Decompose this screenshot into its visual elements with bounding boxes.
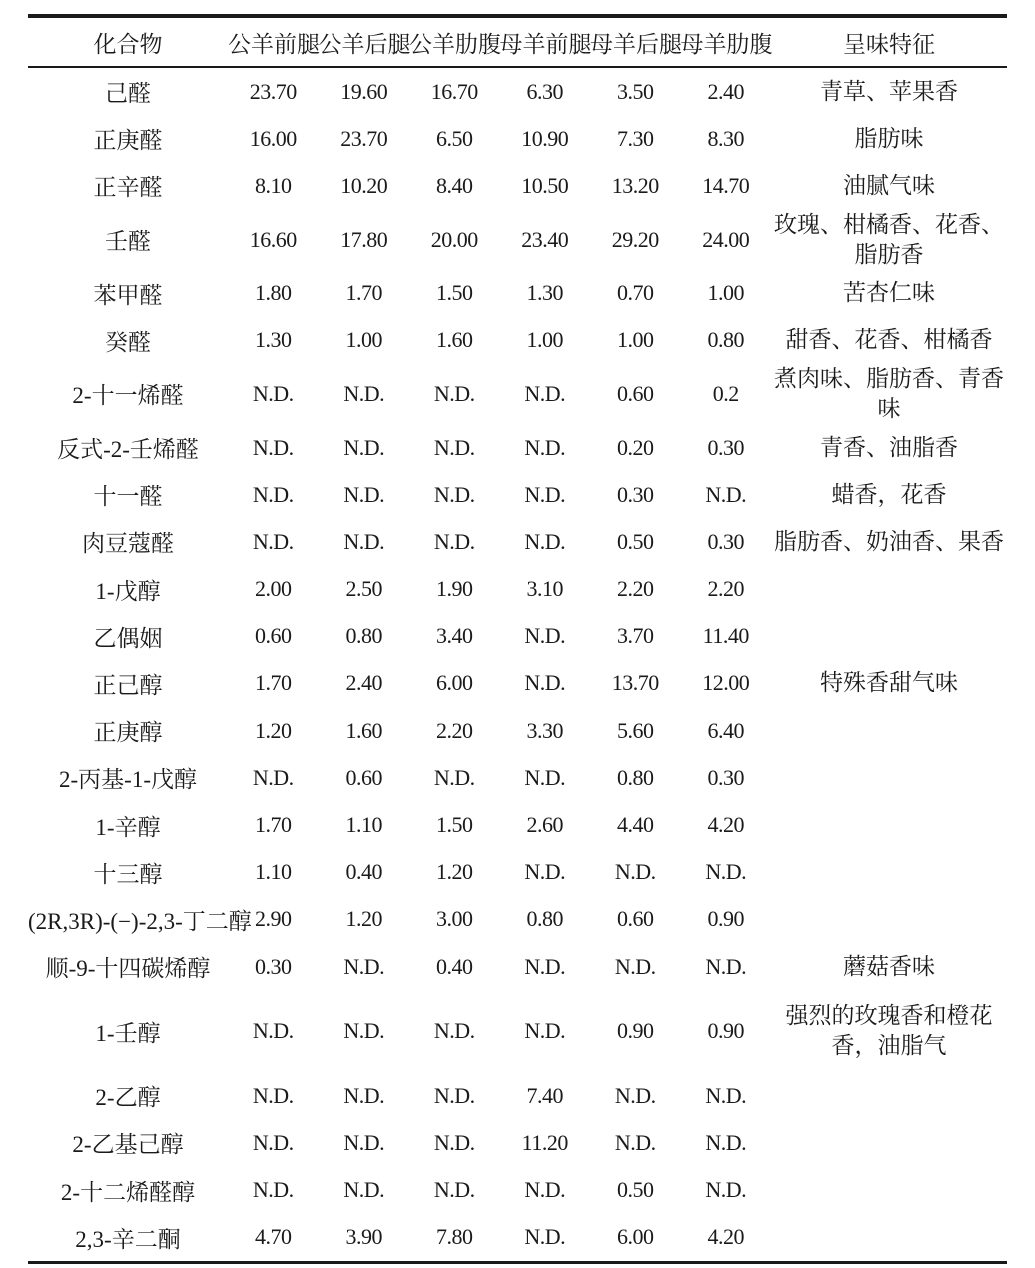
value-cell: 4.20: [707, 1224, 744, 1250]
flavor-cell: [771, 1167, 1007, 1214]
value-cell: 2.60: [526, 812, 563, 838]
flavor-cell: 油腻气味: [843, 172, 935, 198]
value-cell: 2.00: [255, 576, 292, 602]
value-cell: N.D.: [433, 764, 475, 790]
value-cell: 1.50: [436, 280, 473, 306]
table-row: [28, 364, 1007, 424]
compound-cell: 苯甲醛: [93, 282, 163, 308]
value-cell: 0.20: [617, 434, 654, 460]
value-cell: N.D.: [524, 623, 566, 649]
table-header: [28, 16, 1007, 67]
flavor-cell: [771, 801, 1007, 848]
value-cell: N.D.: [252, 1018, 294, 1044]
value-cell: 3.90: [345, 1224, 382, 1250]
value-cell: 0.80: [526, 906, 563, 932]
table-body: [28, 67, 1007, 1262]
value-cell: N.D.: [343, 1177, 385, 1203]
column-header-2: 公羊后腿: [318, 31, 411, 58]
value-cell: N.D.: [524, 481, 566, 507]
table-row: [28, 115, 1007, 162]
value-cell: 0.50: [617, 1177, 654, 1203]
compound-cell: 1-戊醇: [95, 578, 161, 604]
value-cell: 2.50: [345, 576, 382, 602]
value-cell: 13.20: [611, 172, 659, 198]
value-cell: 0.30: [617, 481, 654, 507]
table-row: [28, 754, 1007, 801]
value-cell: 0.80: [345, 623, 382, 649]
value-cell: N.D.: [343, 1129, 385, 1155]
value-cell: 0.90: [707, 1018, 744, 1044]
value-cell: N.D.: [252, 1082, 294, 1108]
value-cell: N.D.: [705, 1177, 747, 1203]
value-cell: 11.40: [702, 623, 749, 649]
value-cell: 8.30: [707, 125, 744, 151]
value-cell: 0.30: [707, 434, 744, 460]
value-cell: 0.90: [707, 906, 744, 932]
compound-cell: 正庚醛: [93, 128, 163, 154]
compound-cell: 2-十一烯醛: [72, 383, 184, 409]
flavor-cell: [771, 707, 1007, 754]
value-cell: N.D.: [343, 953, 385, 979]
value-cell: N.D.: [433, 528, 475, 554]
compound-cell: 1-辛醇: [95, 814, 161, 840]
value-cell: 1.90: [436, 576, 473, 602]
table-row: [28, 1167, 1007, 1214]
value-cell: 2.20: [617, 576, 654, 602]
value-cell: 4.70: [255, 1224, 292, 1250]
flavor-cell: 蜡香，花香: [831, 481, 947, 507]
value-cell: 1.70: [255, 812, 292, 838]
compound-cell: 壬醛: [105, 229, 151, 255]
value-cell: N.D.: [252, 481, 294, 507]
value-cell: 16.00: [249, 125, 297, 151]
value-cell: N.D.: [705, 1082, 747, 1108]
flavor-cell: 甜香、花香、柑橘香: [785, 327, 993, 353]
value-cell: N.D.: [524, 1177, 566, 1203]
compound-cell: 乙偶姻: [93, 625, 163, 651]
value-cell: 17.80: [340, 226, 388, 252]
value-cell: N.D.: [252, 764, 294, 790]
value-cell: 3.70: [617, 623, 654, 649]
value-cell: 11.20: [521, 1129, 568, 1155]
value-cell: 1.20: [345, 906, 382, 932]
flavor-cell: [771, 613, 1007, 660]
value-cell: 6.00: [617, 1224, 654, 1250]
value-cell: 1.00: [707, 280, 744, 306]
value-cell: 3.00: [436, 906, 473, 932]
value-cell: N.D.: [433, 1177, 475, 1203]
value-cell: 4.20: [707, 812, 744, 838]
value-cell: 6.50: [436, 125, 473, 151]
value-cell: 2.20: [707, 576, 744, 602]
value-cell: N.D.: [343, 1018, 385, 1044]
value-cell: 2.40: [707, 78, 744, 104]
value-cell: 1.00: [345, 327, 382, 353]
table-row: [28, 210, 1007, 270]
table-row: [28, 801, 1007, 848]
value-cell: 1.60: [436, 327, 473, 353]
table-row: [28, 896, 1007, 943]
value-cell: 23.70: [340, 125, 388, 151]
value-cell: N.D.: [614, 953, 656, 979]
value-cell: 1.00: [526, 327, 563, 353]
value-cell: 1.30: [526, 280, 563, 306]
value-cell: N.D.: [705, 1129, 747, 1155]
value-cell: 1.50: [436, 812, 473, 838]
value-cell: N.D.: [705, 481, 747, 507]
value-cell: N.D.: [252, 380, 294, 406]
value-cell: N.D.: [524, 434, 566, 460]
value-cell: N.D.: [252, 1129, 294, 1155]
compound-cell: 正辛醛: [93, 175, 163, 201]
value-cell: 0.60: [345, 764, 382, 790]
value-cell: 12.00: [702, 670, 750, 696]
compound-cell: (2R,3R)-(−)-2,3-丁二醇: [28, 908, 252, 934]
value-cell: 0.50: [617, 528, 654, 554]
table-row: [28, 162, 1007, 209]
table-row: [28, 613, 1007, 660]
value-cell: N.D.: [433, 380, 475, 406]
table-row: [28, 1214, 1007, 1263]
value-cell: N.D.: [705, 953, 747, 979]
table-row: [28, 67, 1007, 115]
value-cell: 2.90: [255, 906, 292, 932]
value-cell: N.D.: [524, 380, 566, 406]
value-cell: 7.30: [617, 125, 654, 151]
compound-cell: 正己醇: [93, 672, 163, 698]
value-cell: N.D.: [524, 1018, 566, 1044]
flavor-cell: [771, 849, 1007, 896]
flavor-cell: [771, 896, 1007, 943]
table-row: [28, 660, 1007, 707]
value-cell: 4.40: [617, 812, 654, 838]
value-cell: N.D.: [614, 859, 656, 885]
table-row: [28, 566, 1007, 613]
flavor-cell: 玫瑰、柑橘香、花香、脂肪香: [774, 211, 1004, 267]
value-cell: N.D.: [524, 953, 566, 979]
value-cell: 8.10: [255, 172, 292, 198]
value-cell: 10.50: [521, 172, 569, 198]
value-cell: N.D.: [343, 481, 385, 507]
column-header-1: 公羊前腿: [228, 31, 320, 58]
flavor-cell: [771, 1119, 1007, 1166]
value-cell: 16.60: [249, 226, 297, 252]
value-cell: N.D.: [433, 434, 475, 460]
value-cell: 0.2: [712, 380, 739, 406]
value-cell: 7.40: [526, 1082, 563, 1108]
flavor-cell: [771, 754, 1007, 801]
value-cell: N.D.: [524, 859, 566, 885]
table-row: [28, 270, 1007, 317]
value-cell: 0.30: [255, 953, 292, 979]
data-table-container: [28, 14, 1007, 1264]
value-cell: 8.40: [436, 172, 473, 198]
value-cell: 0.60: [617, 380, 654, 406]
value-cell: N.D.: [433, 481, 475, 507]
flavor-cell: 强烈的玫瑰香和橙花香，油脂气: [785, 1003, 993, 1059]
compound-cell: 顺-9-十四碳烯醇: [45, 956, 211, 982]
value-cell: 3.40: [436, 623, 473, 649]
column-header-5: 母羊后腿: [590, 31, 682, 58]
value-cell: N.D.: [343, 1082, 385, 1108]
column-header-7: 呈味特征: [843, 31, 935, 58]
value-cell: N.D.: [433, 1129, 475, 1155]
table-row: [28, 1119, 1007, 1166]
flavor-cell: 煮肉味、脂肪香、青香味: [774, 365, 1004, 421]
value-cell: 23.70: [249, 78, 297, 104]
value-cell: 10.90: [521, 125, 569, 151]
compound-cell: 2-丙基-1-戊醇: [59, 767, 197, 793]
compound-cell: 癸醛: [105, 329, 151, 355]
compound-cell: 十一醛: [93, 484, 163, 510]
value-cell: 0.70: [617, 280, 654, 306]
header-row: [28, 16, 1007, 67]
value-cell: 6.00: [436, 670, 473, 696]
value-cell: 3.50: [617, 78, 654, 104]
value-cell: 1.10: [345, 812, 382, 838]
table-row: [28, 518, 1007, 565]
value-cell: 1.30: [255, 327, 292, 353]
flavor-cell: 特殊香甜气味: [820, 670, 958, 696]
column-header-3: 公羊肋腹: [409, 31, 501, 58]
flavor-cell: 青香、油脂香: [820, 434, 958, 460]
table-row: [28, 1072, 1007, 1119]
flavor-cell: [771, 1072, 1007, 1119]
table-row: [28, 943, 1007, 990]
value-cell: 10.20: [340, 172, 388, 198]
value-cell: 13.70: [611, 670, 659, 696]
table-row: [28, 990, 1007, 1072]
value-cell: 1.70: [255, 670, 292, 696]
column-header-0: 化合物: [93, 31, 163, 58]
table-row: [28, 317, 1007, 364]
compound-cell: 2-乙醇: [95, 1085, 161, 1111]
flavor-cell: 青草、苹果香: [820, 78, 958, 104]
table-row: [28, 471, 1007, 518]
compound-cell: 2-乙基己醇: [72, 1132, 184, 1158]
value-cell: 6.30: [526, 78, 563, 104]
value-cell: 2.40: [345, 670, 382, 696]
table-row: [28, 849, 1007, 896]
value-cell: 0.40: [436, 953, 473, 979]
value-cell: N.D.: [524, 528, 566, 554]
value-cell: 24.00: [702, 226, 750, 252]
value-cell: 14.70: [702, 172, 750, 198]
table-row: [28, 707, 1007, 754]
value-cell: N.D.: [524, 670, 566, 696]
value-cell: 1.00: [617, 327, 654, 353]
value-cell: 2.20: [436, 717, 473, 743]
value-cell: 19.60: [340, 78, 388, 104]
value-cell: N.D.: [252, 1177, 294, 1203]
compound-cell: 2,3-辛二酮: [75, 1226, 181, 1252]
value-cell: N.D.: [433, 1018, 475, 1044]
flavor-cell: [771, 566, 1007, 613]
value-cell: 0.30: [707, 764, 744, 790]
compound-cell: 1-壬醇: [95, 1020, 161, 1046]
value-cell: 0.60: [255, 623, 292, 649]
compound-cell: 2-十二烯醛醇: [60, 1179, 196, 1205]
compound-cell: 十三醇: [93, 861, 163, 887]
value-cell: 20.00: [430, 226, 478, 252]
value-cell: N.D.: [524, 764, 566, 790]
value-cell: 1.20: [436, 859, 473, 885]
value-cell: 1.20: [255, 717, 292, 743]
value-cell: 0.80: [617, 764, 654, 790]
value-cell: N.D.: [705, 859, 747, 885]
value-cell: 6.40: [707, 717, 744, 743]
value-cell: N.D.: [252, 434, 294, 460]
value-cell: 0.30: [707, 528, 744, 554]
value-cell: N.D.: [343, 434, 385, 460]
value-cell: N.D.: [343, 528, 385, 554]
value-cell: 1.10: [255, 859, 292, 885]
value-cell: 23.40: [521, 226, 569, 252]
value-cell: N.D.: [614, 1082, 656, 1108]
column-header-6: 母羊肋腹: [680, 31, 773, 58]
flavor-cell: 脂肪香、奶油香、果香: [774, 528, 1004, 554]
value-cell: 0.90: [617, 1018, 654, 1044]
value-cell: 0.40: [345, 859, 382, 885]
value-cell: 16.70: [430, 78, 478, 104]
value-cell: N.D.: [524, 1224, 566, 1250]
value-cell: 0.60: [617, 906, 654, 932]
value-cell: 0.80: [707, 327, 744, 353]
flavor-cell: 苦杏仁味: [843, 280, 935, 306]
volatile-compounds-table: [28, 14, 1007, 1264]
value-cell: 1.60: [345, 717, 382, 743]
compound-cell: 反式-2-壬烯醛: [57, 437, 199, 463]
flavor-cell: [771, 1214, 1007, 1263]
compound-cell: 肉豆蔻醛: [82, 531, 174, 557]
flavor-cell: 脂肪味: [854, 125, 924, 151]
value-cell: 3.10: [526, 576, 563, 602]
value-cell: N.D.: [252, 528, 294, 554]
value-cell: N.D.: [433, 1082, 475, 1108]
compound-cell: 正庚醇: [93, 720, 163, 746]
value-cell: 29.20: [611, 226, 659, 252]
table-row: [28, 424, 1007, 471]
value-cell: 1.80: [255, 280, 292, 306]
flavor-cell: 蘑菇香味: [843, 953, 935, 979]
value-cell: 1.70: [345, 280, 382, 306]
value-cell: N.D.: [614, 1129, 656, 1155]
value-cell: 5.60: [617, 717, 654, 743]
value-cell: N.D.: [343, 380, 385, 406]
value-cell: 3.30: [526, 717, 563, 743]
column-header-4: 母羊前腿: [499, 31, 592, 58]
value-cell: 7.80: [436, 1224, 473, 1250]
compound-cell: 己醛: [105, 81, 151, 107]
